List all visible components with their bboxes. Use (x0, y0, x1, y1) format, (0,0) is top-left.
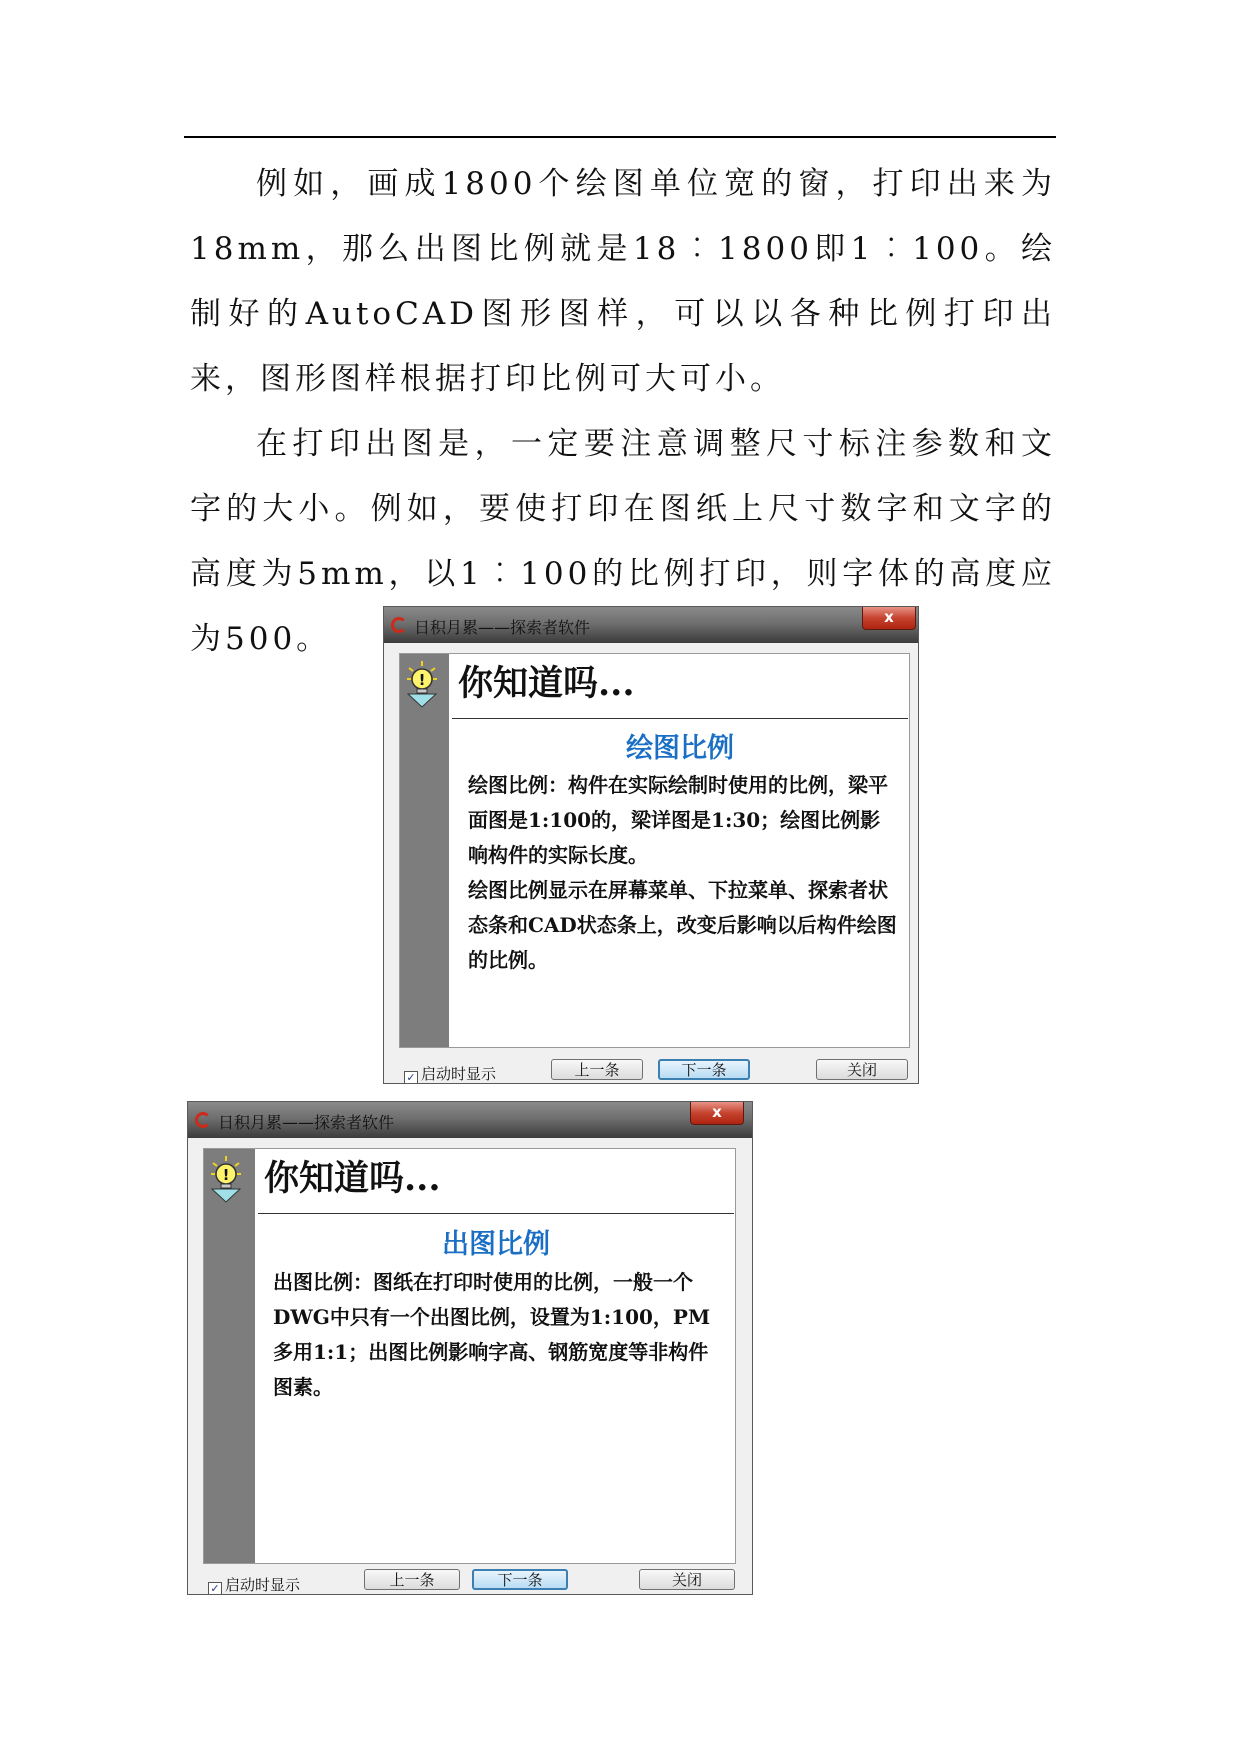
tip-heading: 你知道吗... (458, 663, 635, 704)
body-paragraph-2: 在打印出图是，一定要注意调整尺寸标注参数和文字的大小。例如，要使打印在图纸上尺寸数字和文字的高度为5mm，以1︰100的比例打印，则字体的高度应为500。 (190, 426, 1056, 657)
show-on-startup-checkbox[interactable]: ✓ (404, 1071, 418, 1083)
heading-divider (452, 718, 908, 719)
tip-body: 绘图比例：构件在实际绘制时使用的比例，梁平面图是1:100的，梁详图是1:30；绘图比例影响构件的实际长度。 绘图比例显示在屏幕菜单、下拉菜单、探索者状态条和CAD状态条上，改变后影响以后构件绘图的比例。 (468, 773, 897, 972)
window-close-button[interactable]: x (862, 607, 916, 630)
previous-tip-button[interactable]: 上一条 (364, 1569, 460, 1590)
tip-panel (203, 1148, 736, 1564)
lightbulb-icon (406, 660, 438, 708)
tip-body: 出图比例：图纸在打印时使用的比例，一般一个DWG中只有一个出图比例，设置为1:100，PM多用1:1；出图比例影响字高、钢筋宽度等非构件图素。 (273, 1270, 711, 1399)
tip-heading: 你知道吗... (264, 1158, 441, 1199)
show-on-startup-label: 启动时显示 (225, 1576, 301, 1594)
show-on-startup-label: 启动时显示 (421, 1065, 497, 1083)
svg-text:!: ! (418, 671, 426, 689)
window-title: 日积月累——探索者软件 (414, 618, 591, 637)
title-bar[interactable] (188, 1102, 752, 1138)
tip-dialog-output-scale (188, 1102, 752, 1594)
title-bar[interactable] (384, 607, 918, 643)
next-tip-button[interactable]: 下一条 (472, 1569, 568, 1590)
tip-title: 出图比例 (442, 1229, 550, 1260)
tip-sidebar (204, 1149, 255, 1563)
close-button[interactable]: 关闭 (639, 1569, 735, 1590)
tip-title: 绘图比例 (626, 733, 734, 764)
close-button[interactable]: 关闭 (816, 1059, 908, 1080)
body-paragraph-1: 例如，画成1800个绘图单位宽的窗，打印出来为18mm，那么出图比例就是18︰1800即1︰100。绘制好的AutoCAD图形图样，可以以各种比例打印出来，图形图样根据打印比例可大可小。 (190, 166, 1056, 397)
tip-sidebar (400, 654, 449, 1047)
lightbulb-icon (210, 1155, 242, 1203)
next-tip-button[interactable]: 下一条 (658, 1059, 750, 1080)
tip-dialog-drawing-scale (384, 607, 918, 1083)
show-on-startup-option[interactable] (208, 1574, 300, 1594)
svg-text:!: ! (222, 1166, 230, 1184)
show-on-startup-option[interactable] (404, 1063, 496, 1083)
previous-tip-button[interactable]: 上一条 (551, 1059, 643, 1080)
app-logo-icon (391, 617, 407, 633)
show-on-startup-checkbox[interactable]: ✓ (208, 1582, 222, 1594)
app-logo-icon (195, 1112, 211, 1128)
heading-divider (258, 1213, 734, 1214)
window-title: 日积月累——探索者软件 (218, 1113, 395, 1132)
tip-panel (399, 653, 910, 1048)
window-close-button[interactable]: x (690, 1102, 744, 1125)
header-rule (184, 136, 1056, 138)
